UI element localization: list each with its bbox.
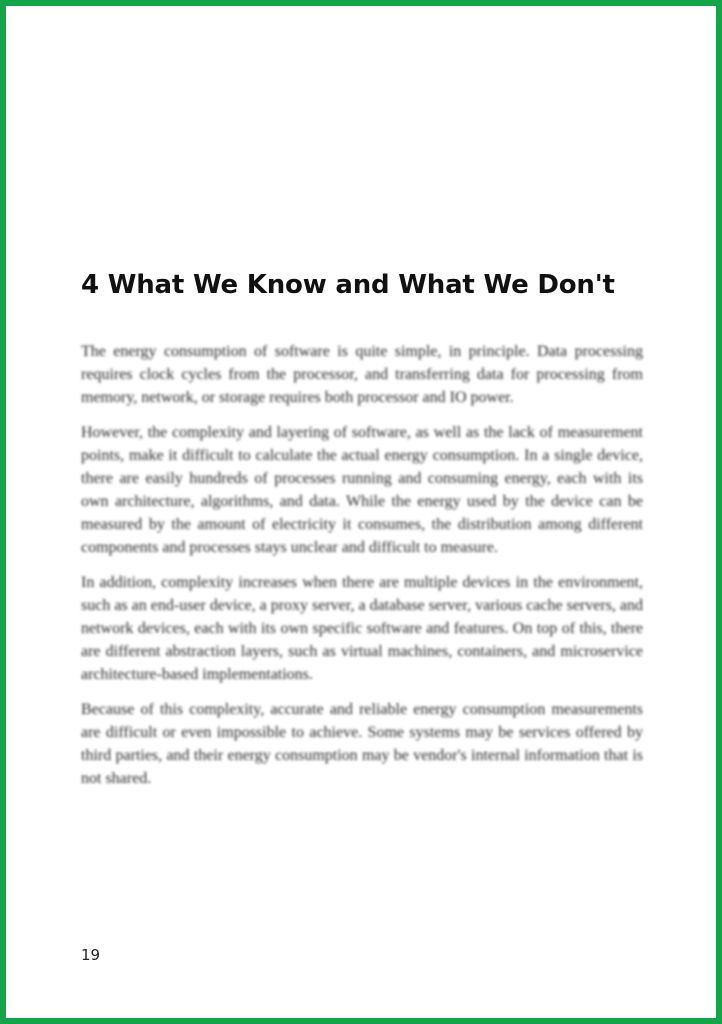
paragraph-4: Because of this complexity, accurate and reliable energy consumption measurements are difficult or even impossible to achieve. Some systems may be services offered by third parties, and their energy consumption may be vendor's internal information that is not shared.: [81, 701, 643, 787]
paragraph-2: However, the complexity and layering of software, as well as the lack of measurement points, make it difficult to calculate the actual energy consumption. In a single device, there are easily hundreds of processes running and consuming energy, each with its own architecture, algorithms, and data. While the energy used by the device can be measured by the amount of electricity it consumes, the distribution among different components and processes stays unclear and difficult to measure.: [81, 424, 643, 556]
paragraph-3: In addition, complexity increases when there are multiple devices in the environment, such as an end-user device, a proxy server, a database server, various cache servers, and network devices, each with its own specific software and features. On top of this, there are different abstraction layers, such as virtual machines, containers, and microservice architecture-based implementations.: [81, 574, 644, 683]
chapter-heading: 4 What We Know and What We Don't: [81, 270, 615, 300]
page-content: [81, 266, 643, 802]
page-number: 19: [81, 946, 101, 964]
paragraph-1: The energy consumption of software is quite simple, in principle. Data processing requires clock cycles from the processor, and transferring data for processing from memory, network, or storage requires both processor and IO power.: [81, 343, 643, 406]
